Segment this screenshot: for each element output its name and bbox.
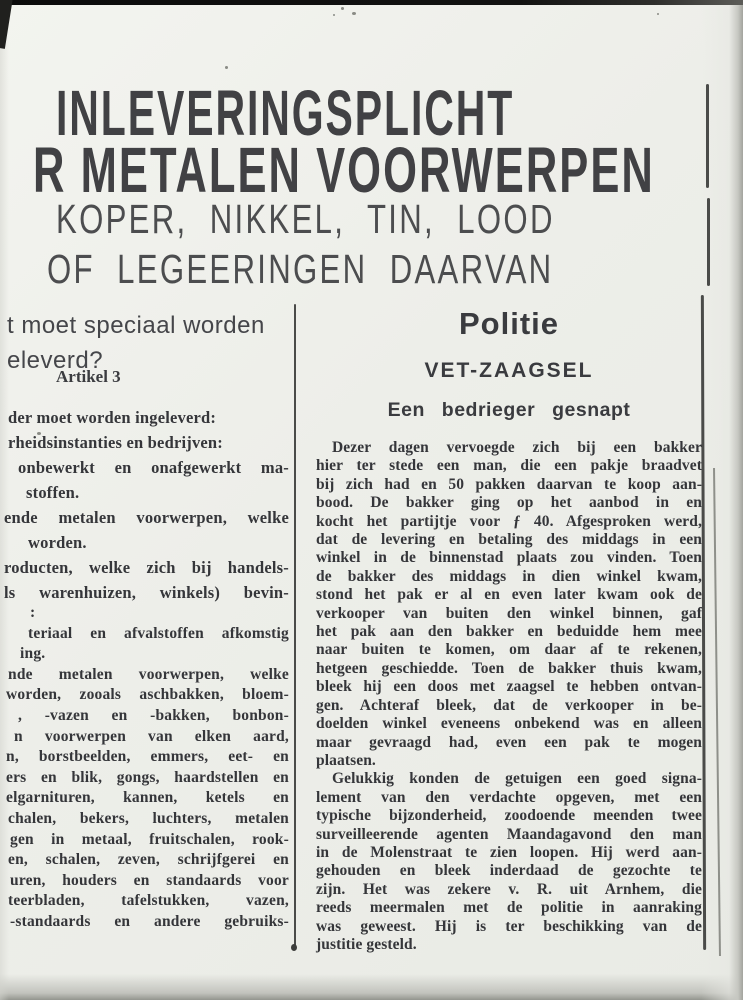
- text-line: plaatsen.: [316, 751, 376, 769]
- article-number-heading: Artikel 3: [56, 367, 121, 386]
- text-line: typische bijzonderheid, zoodoende meenden twee: [316, 807, 702, 825]
- text-line: teerbladen, tafelstukken, vazen,: [8, 892, 289, 910]
- left-heading-line-1: t moet speciaal worden: [7, 312, 265, 339]
- text-line: rheidsinstanties en bedrijven:: [8, 433, 224, 452]
- left-column-body-lower: [4, 592, 289, 933]
- text-line: justitie gesteld.: [316, 935, 417, 953]
- subtitle-vet-zaagsel: VET-ZAAGSEL: [424, 359, 594, 382]
- subheadline-line-2: OF LEGEERINGEN DAARVAN: [47, 246, 554, 292]
- text-line: de bakker des middags in dien winkel kwam,: [316, 567, 702, 585]
- text-line: in de Molenstraat te zien loopen. Hij werd aan-: [316, 843, 702, 861]
- text-line: het pak aan den bakker en beduidde hem mee: [316, 623, 702, 641]
- left-column-body-upper: [4, 405, 289, 605]
- text-line: bood. De bakker ging op het aanbod in en: [316, 494, 702, 512]
- text-line: stond het pak er al en even later kwam ook de: [316, 586, 702, 604]
- pencil-speck: [225, 66, 228, 69]
- text-line: uren, houders en standaards voor: [10, 871, 289, 889]
- text-line: Dezer dagen vervoegde zich bij een bakker: [332, 439, 702, 456]
- text-line: verkooper van buiten den winkel binnen, gaf: [316, 604, 702, 622]
- text-line: zijn. Het was zekere v. R. uit Arnhem, die: [316, 880, 702, 898]
- text-line: Gelukkig konden de getuigen een goed signa-: [332, 770, 702, 788]
- text-line: n voorwerpen van elken aard,: [14, 727, 289, 745]
- right-margin-rule-upper: [706, 84, 709, 188]
- subheadline-line-1: KOPER, NIKKEL, TIN, LOOD: [56, 196, 555, 242]
- text-line: gehouden en bleek inderdaad de gezochte te: [316, 862, 702, 880]
- text-line: doelden winkel eveneens onbekend was en alleen: [316, 715, 702, 733]
- page-fold-line: [713, 468, 721, 956]
- text-line: maar gevraagd had, even een pak te mogen: [316, 733, 702, 751]
- right-column-article-body: [316, 439, 702, 954]
- text-line: was geweest. Hij is ter beschikking van de: [316, 917, 702, 935]
- column-divider-rule-end: [291, 944, 297, 951]
- pencil-speck: [341, 7, 344, 10]
- text-line: hetgeen geschiedde. Toen de bakker thuis kwam,: [316, 659, 702, 677]
- text-line: nde metalen voorwerpen, welke: [8, 665, 289, 683]
- text-line: dat de levering en betaling des middags in een: [316, 531, 702, 549]
- text-line: onbewerkt en onafgewerkt ma-: [18, 458, 289, 477]
- headline-line-1: INLEVERINGSPLICHT: [56, 77, 515, 149]
- text-line: worden.: [28, 533, 87, 552]
- scan-edge-top: [0, 0, 743, 5]
- left-column-heading: [7, 308, 293, 378]
- column-divider-rule: [294, 304, 296, 948]
- text-line: :: [30, 604, 36, 621]
- text-line: , -vazen en -bakken, bonbon-: [18, 706, 289, 724]
- text-line: teriaal en afvalstoffen afkomstig: [28, 624, 289, 642]
- text-line: ls warenhuizen, winkels) bevin-: [4, 583, 289, 602]
- text-line: bleek hij een doos met zaagsel te hebben ontvan-: [316, 678, 702, 696]
- text-line: ers en blik, gongs, haardstellen en: [6, 768, 289, 786]
- article-title: Een bedrieger gesnapt: [387, 399, 631, 421]
- text-line: surveilleerende agenten Maandagavond den man: [316, 825, 702, 843]
- text-line: chalen, bekers, luchters, metalen: [8, 809, 289, 827]
- text-line: ing.: [20, 645, 46, 663]
- section-title-politie: Politie: [458, 306, 559, 341]
- text-line: winkel in de binnenstad plaats zou vinden. Toen: [316, 549, 702, 567]
- text-line: reeds meermalen met de politie in aanraking: [316, 899, 702, 917]
- pencil-speck: [657, 13, 659, 15]
- text-line: der moet worden ingeleverd:: [8, 408, 217, 427]
- text-line: gen. Achteraf bleek, dat de verkooper in be-: [316, 696, 702, 714]
- left-heading-line-2: eleverd?: [7, 347, 104, 374]
- text-line: ende metalen voorwerpen, welke: [4, 508, 289, 527]
- text-line: en, schalen, zeven, schrijfgerei en: [8, 851, 289, 869]
- text-line: n, borstbeelden, emmers, eet- en: [6, 748, 289, 766]
- paragraph: [316, 439, 702, 770]
- text-line: bij zich had en 50 pakken daarvan te koop aan-: [316, 475, 702, 493]
- text-line: elgarnituren, kannen, ketels en: [6, 789, 289, 807]
- text-line: gen in metaal, fruitschalen, rook-: [10, 830, 289, 848]
- scan-corner-shadow: [0, 0, 13, 49]
- headline-line-2: R METALEN VOORWERPEN: [33, 134, 655, 206]
- pencil-speck: [333, 14, 335, 16]
- text-line: lement van den verdachte opgeven, met een: [316, 788, 702, 806]
- paragraph: [316, 770, 702, 954]
- text-line: roducten, welke zich bij handels-: [4, 558, 289, 577]
- text-line: hier ter stede een man, die een pakje braadvet: [316, 457, 702, 475]
- text-line: stoffen.: [26, 483, 80, 502]
- text-line: worden, zooals aschbakken, bloem-: [6, 686, 289, 704]
- right-margin-rule-lower: [707, 198, 710, 286]
- text-line: -standaards en andere gebruiks-: [10, 912, 289, 930]
- text-line: kocht het partijtje voor ƒ 40. Afgesproken werd,: [316, 512, 702, 530]
- text-line: naar buiten te komen, om daar af te rekenen,: [316, 641, 702, 659]
- pencil-speck: [352, 12, 356, 15]
